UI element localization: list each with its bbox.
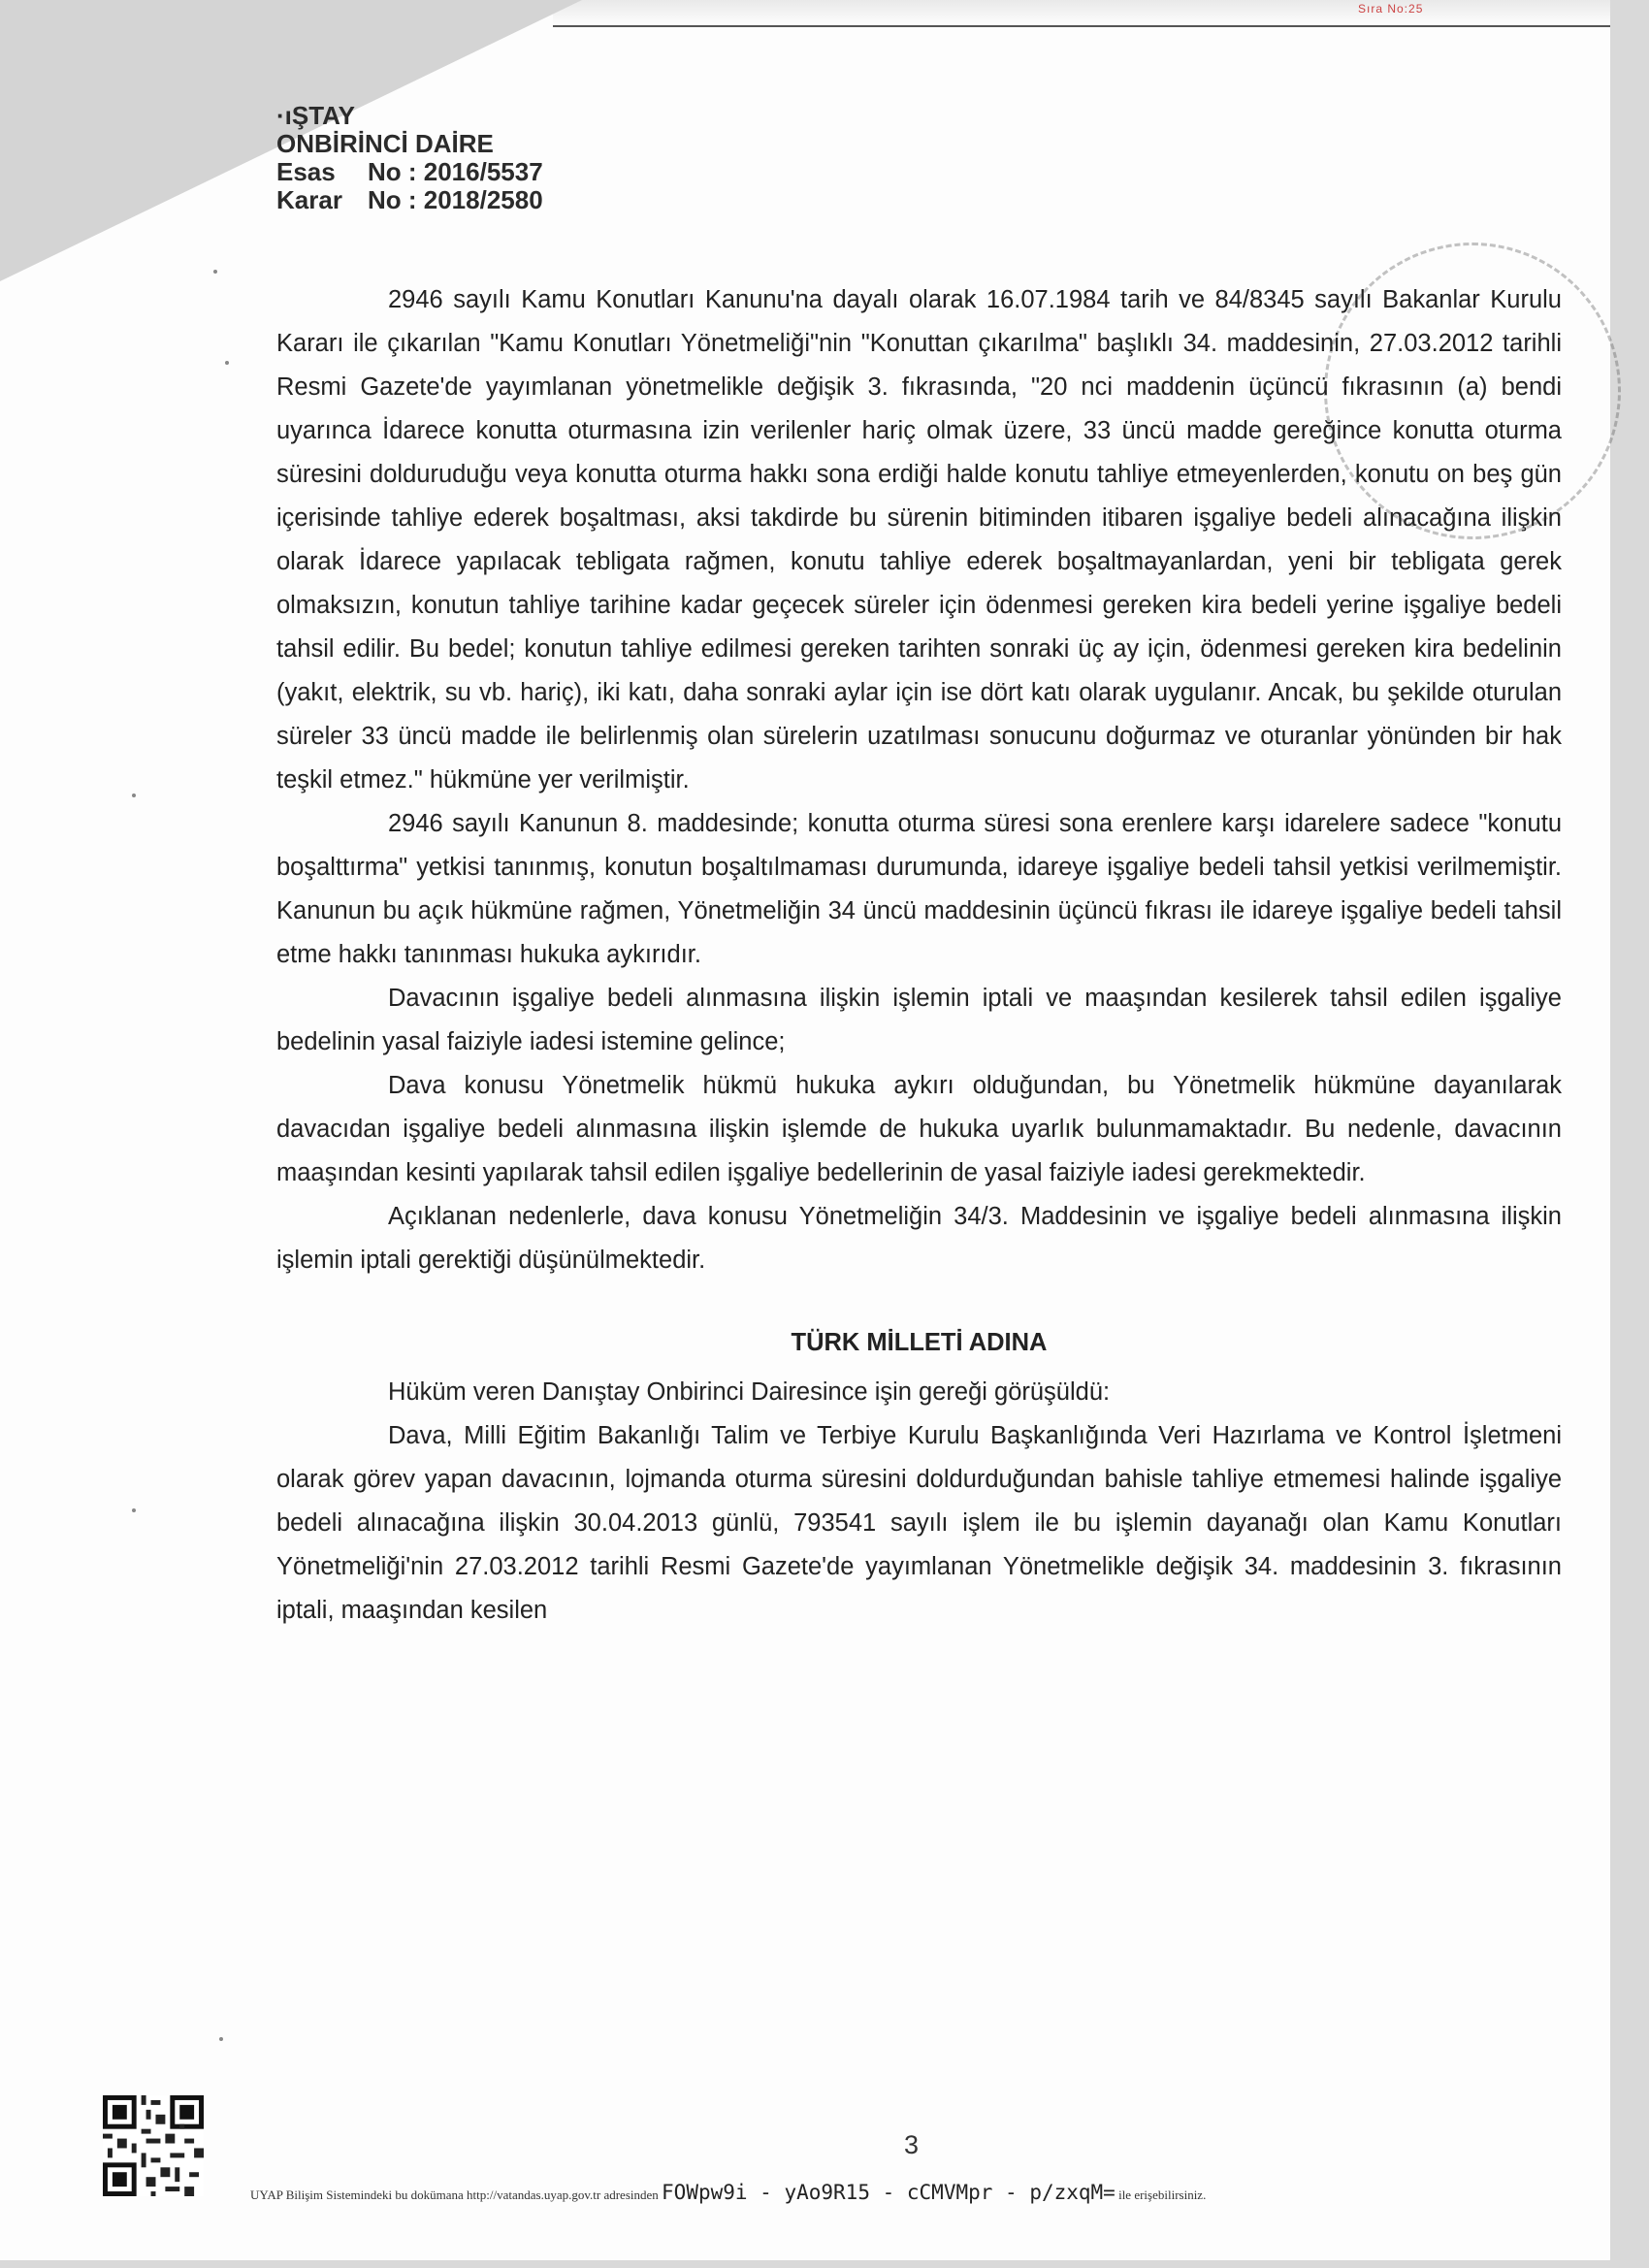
paragraph-law-article: 2946 sayılı Kanunun 8. maddesinde; konutta oturma süresi sona erenlere karşı idarelere sadece "konutu boşalttırma" yetkisi tanınmış, konutun boşaltılmaması durumunda, idareye işgaliye bedeli tahsil yetkisi verilmemiştir. Kanunun bu açık hükmüne rağmen, Yönetmeliğin 34 üncü maddesinin üçüncü fıkrası ile idareye işgaliye bedeli tahsil etme hakkı tanınması hukuka aykırıdır. xyxy=(276,810,1562,968)
scan-speck xyxy=(213,270,217,274)
paragraph-conclusion: Açıklanan nedenlerle, dava konusu Yönetmeliğin 34/3. Maddesinin ve işgaliye bedeli alınmasına ilişkin işlemin iptali gerektiği düşünülmektedir. xyxy=(276,1203,1562,1274)
scan-speck xyxy=(225,361,229,365)
karar-value: No : 2018/2580 xyxy=(368,185,543,214)
paragraph-deliberation: Hüküm veren Danıştay Onbirinci Dairesince işin gereği görüşüldü: xyxy=(388,1378,1111,1406)
footer-prefix: UYAP Bilişim Sistemindeki bu dokümana http://vatandas.uyap.gov.tr adresinden xyxy=(250,2187,659,2202)
karar-label: Karar xyxy=(276,185,342,214)
scan-speck xyxy=(219,2037,223,2041)
case-header xyxy=(276,102,543,214)
footer-suffix: ile erişebilirsiniz. xyxy=(1118,2187,1207,2202)
scan-speck xyxy=(132,794,136,797)
paragraph-case-summary: Dava, Milli Eğitim Bakanlığı Talim ve Terbiye Kurulu Başkanlığında Veri Hazırlama ve Kontrol İşletmeni olarak görev yapan davacının, lojmanda oturma süresini doldurduğundan bahisle tahliye etmemesi halinde işgaliye bedeli alınacağına ilişkin 30.04.2013 günlü, 793541 sayılı işlem ile bu işlemin dayanağı olan Kamu Konutları Yönetmeliği'nin 27.03.2012 tarihli Resmi Gazete'de yayımlanan Yönetmelikle değişik 34. maddesinin 3. fıkrasının iptali, maaşından kesilen xyxy=(276,1422,1562,1624)
stamp-fragment: Sıra No:25 xyxy=(1358,2,1424,16)
qr-code-icon xyxy=(103,2095,204,2196)
document-access-code: FOWpw9i - yAo9R15 - cCMVMpr - p/zxqM= xyxy=(662,2181,1116,2204)
page-number: 3 xyxy=(904,2130,920,2159)
paragraph-regulation-quote: 2946 sayılı Kamu Konutları Kanunu'na dayalı olarak 16.07.1984 tarih ve 84/8345 sayılı Bakanlar Kurulu Kararı ile çıkarılan "Kamu Konutları Yönetmeliği"nin "Konuttan çıkarılma" başlıklı 34. maddesinin, 27.03.2012 tarihli Resmi Gazete'de yayımlanan yönetmelikle değişik 3. fıkrasında, "20 nci maddenin üçüncü fıkrasının (a) bendi uyarınca İdarece konutta oturmasına izin verilenler hariç olmak üzere, 33 üncü madde gereğince konutta oturma süresini dolduruduğu veya konutta oturma hakkı sona erdiği halde konutu tahliye etmeyenlerden, konutu on beş gün içerisinde tahliye ederek boşaltması, aksi takdirde bu sürenin bitiminden itibaren işgaliye bedeli alınacağına ilişkin olarak İdarece yapılacak tebligata rağmen, konutu tahliye ederek boşaltmayanlardan, yeni bir tebligata gerek olmaksızın, konutun tahliye tarihine kadar geçecek süreler için ödenmesi gereken kira bedeli yerine işgaliye bedeli tahsil edilir. Bu bedel; konutun tahliye edilmesi gereken tarihten sonraki üç ay için, ödenmesi gereken kira bedelinin (yakıt, elektrik, su vb. hariç), iki katı, daha sonraki aylar için ise dört katı olarak uygulanır. Ancak, bu şekilde oturulan süreler 33 üncü madde ile belirlenmiş olan sürelerin uzatılması sonucunu doğurmaz ve oturanlar yönünden bir hak teşkil etmez." hükmüne yer verilmiştir. xyxy=(276,286,1562,794)
document-body xyxy=(276,278,1562,1633)
footer-uyap-notice xyxy=(250,2181,1560,2204)
paragraph-claim: Davacının işgaliye bedeli alınmasına ilişkin işlemin iptali ve maaşından kesilerek tahsil edilen işgaliye bedelinin yasal faiziyle iadesi istemine gelince; xyxy=(276,985,1562,1055)
section-heading: TÜRK MİLLETİ ADINA xyxy=(791,1329,1048,1356)
esas-label: Esas xyxy=(276,157,336,186)
karar-number xyxy=(276,186,543,214)
chamber-name: ONBİRİNCİ DAİRE xyxy=(276,129,494,158)
scan-speck xyxy=(132,1508,136,1512)
paragraph-reasoning: Dava konusu Yönetmelik hükmü hukuka aykırı olduğundan, bu Yönetmelik hükmüne dayanılarak davacıdan işgaliye bedeli alınmasına ilişkin işlemde de hukuka uyarlık bulunmamaktadır. Bu nedenle, davacının maaşından kesinti yapılarak tahsil edilen işgaliye bedellerinin de yasal faiziyle iadesi gerekmektedir. xyxy=(276,1072,1562,1186)
esas-number xyxy=(276,158,543,186)
esas-value: No : 2016/5537 xyxy=(368,157,543,186)
court-name: ·ıŞTAY xyxy=(276,101,355,130)
